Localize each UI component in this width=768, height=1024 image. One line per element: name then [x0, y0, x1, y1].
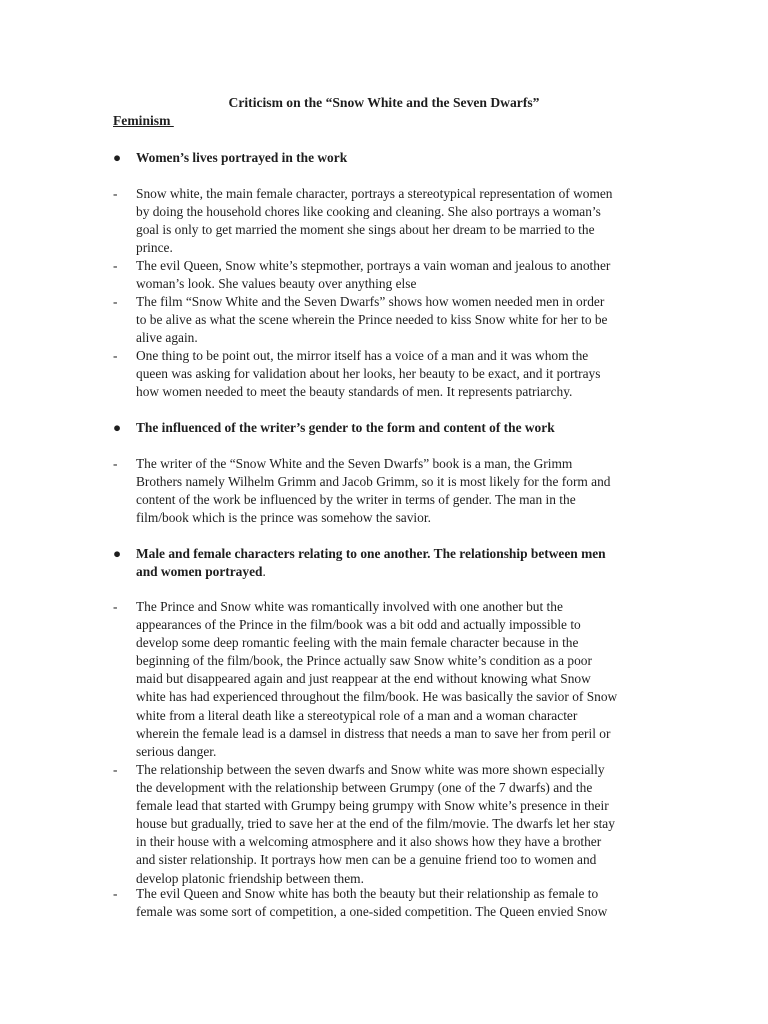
item-line: The evil Queen, Snow white’s stepmother, portrays a vain woman and jealous to another	[136, 258, 611, 273]
list-item	[113, 185, 673, 257]
item-line: Brothers namely Wilhelm Grimm and Jacob Grimm, so it is most likely for the form and	[136, 474, 611, 490]
item-line: wherein the female lead is a damsel in distress that needs a man to save her from peril or	[136, 725, 611, 741]
item-line: The Prince and Snow white was romantically involved with one another but the	[136, 599, 563, 614]
dash-marker: -	[113, 456, 118, 471]
item-line: by doing the household chores like cooking and cleaning. She also portrays a woman’s	[136, 204, 601, 220]
item-line: maid but disappeared again and just reappear at the end without knowing what Snow	[136, 671, 591, 687]
section-heading-feminism: Feminism	[113, 113, 174, 128]
dash-marker: -	[113, 762, 118, 777]
topic-heading-womens-lives	[113, 149, 673, 167]
item-line: The film “Snow White and the Seven Dwarfs” shows how women needed men in order	[136, 294, 605, 309]
item-line: white has had experienced throughout the film/book. He was basically the savior of Snow	[136, 689, 618, 705]
item-line: female was some sort of competition, a one-sided competition. The Queen envied Snow	[136, 904, 608, 920]
dash-marker: -	[113, 294, 118, 309]
item-line: how women needed to meet the beauty standards of men. It represents patriarchy.	[136, 384, 573, 400]
item-line: develop platonic friendship between them.	[136, 870, 364, 886]
item-line: and sister relationship. It portrays how men can be a genuine friend too to women and	[136, 852, 597, 868]
item-line: in their house with a welcoming atmosphere and it also shows how they have a brother	[136, 834, 602, 850]
item-line: the development with the relationship between Grumpy (one of the 7 dwarfs) and the	[136, 780, 593, 796]
topic-heading-text: Women’s lives portrayed in the work	[136, 150, 348, 165]
item-line: content of the work be influenced by the writer in terms of gender. The man in the	[136, 492, 576, 508]
item-line: alive again.	[136, 330, 198, 346]
list-item	[113, 257, 673, 293]
topic-heading-period: .	[262, 564, 266, 579]
item-line: The relationship between the seven dwarfs and Snow white was more shown especially	[136, 762, 605, 777]
item-line: to be alive as what the scene wherein the Prince needed to kiss Snow white for her to be	[136, 312, 608, 328]
item-line: woman’s look. She values beauty over anything else	[136, 276, 417, 292]
document-title: Criticism on the “Snow White and the Seven Dwarfs”	[228, 95, 540, 110]
item-line: white from a literal death like a stereotypical role of a man and a woman character	[136, 707, 578, 723]
dash-marker: -	[113, 258, 118, 273]
item-line: queen was asking for validation about her looks, her beauty to be exact, and it portrays	[136, 366, 601, 382]
item-line: prince.	[136, 240, 173, 256]
list-item	[113, 293, 673, 347]
item-line: goal is only to get married the moment she sings about her dream to be married to the	[136, 222, 595, 238]
list-item	[113, 347, 673, 401]
topic-heading-text: and women portrayed	[136, 564, 263, 579]
bullet-icon: ●	[113, 420, 122, 435]
dash-marker: -	[113, 186, 118, 201]
dash-marker: -	[113, 886, 118, 901]
item-line: appearances of the Prince in the film/book was a bit odd and actually impossible to	[136, 617, 581, 633]
item-line: Snow white, the main female character, portrays a stereotypical representation of women	[136, 186, 613, 201]
list-item	[113, 761, 673, 888]
item-line: The writer of the “Snow White and the Seven Dwarfs” book is a man, the Grimm	[136, 456, 573, 471]
item-line: One thing to be point out, the mirror itself has a voice of a man and it was whom the	[136, 348, 589, 363]
bullet-icon: ●	[113, 546, 122, 561]
list-item	[113, 598, 673, 761]
topic-heading-text: The influenced of the writer’s gender to the form and content of the work	[136, 420, 555, 435]
item-line: develop some deep romantic feeling with the main female character because in the	[136, 635, 579, 651]
topic-heading-writers-gender	[113, 419, 673, 437]
item-line: serious danger.	[136, 743, 217, 759]
topic-heading-text: Male and female characters relating to one another. The relationship between men	[136, 546, 606, 561]
topic-heading-character-relationships	[113, 545, 673, 581]
item-line: beginning of the film/book, the Prince actually saw Snow white’s condition as a poor	[136, 653, 592, 669]
list-item	[113, 885, 673, 921]
bullet-icon: ●	[113, 150, 122, 165]
item-line: female lead that started with Grumpy being grumpy with Snow white’s presence in their	[136, 798, 609, 814]
dash-marker: -	[113, 599, 118, 614]
item-line: film/book which is the prince was somehow the savior.	[136, 510, 431, 526]
list-item	[113, 455, 673, 527]
item-line: house but gradually, tried to save her at the end of the film/movie. The dwarfs let her stay	[136, 816, 615, 832]
item-line: The evil Queen and Snow white has both the beauty but their relationship as female to	[136, 886, 599, 901]
dash-marker: -	[113, 348, 118, 363]
